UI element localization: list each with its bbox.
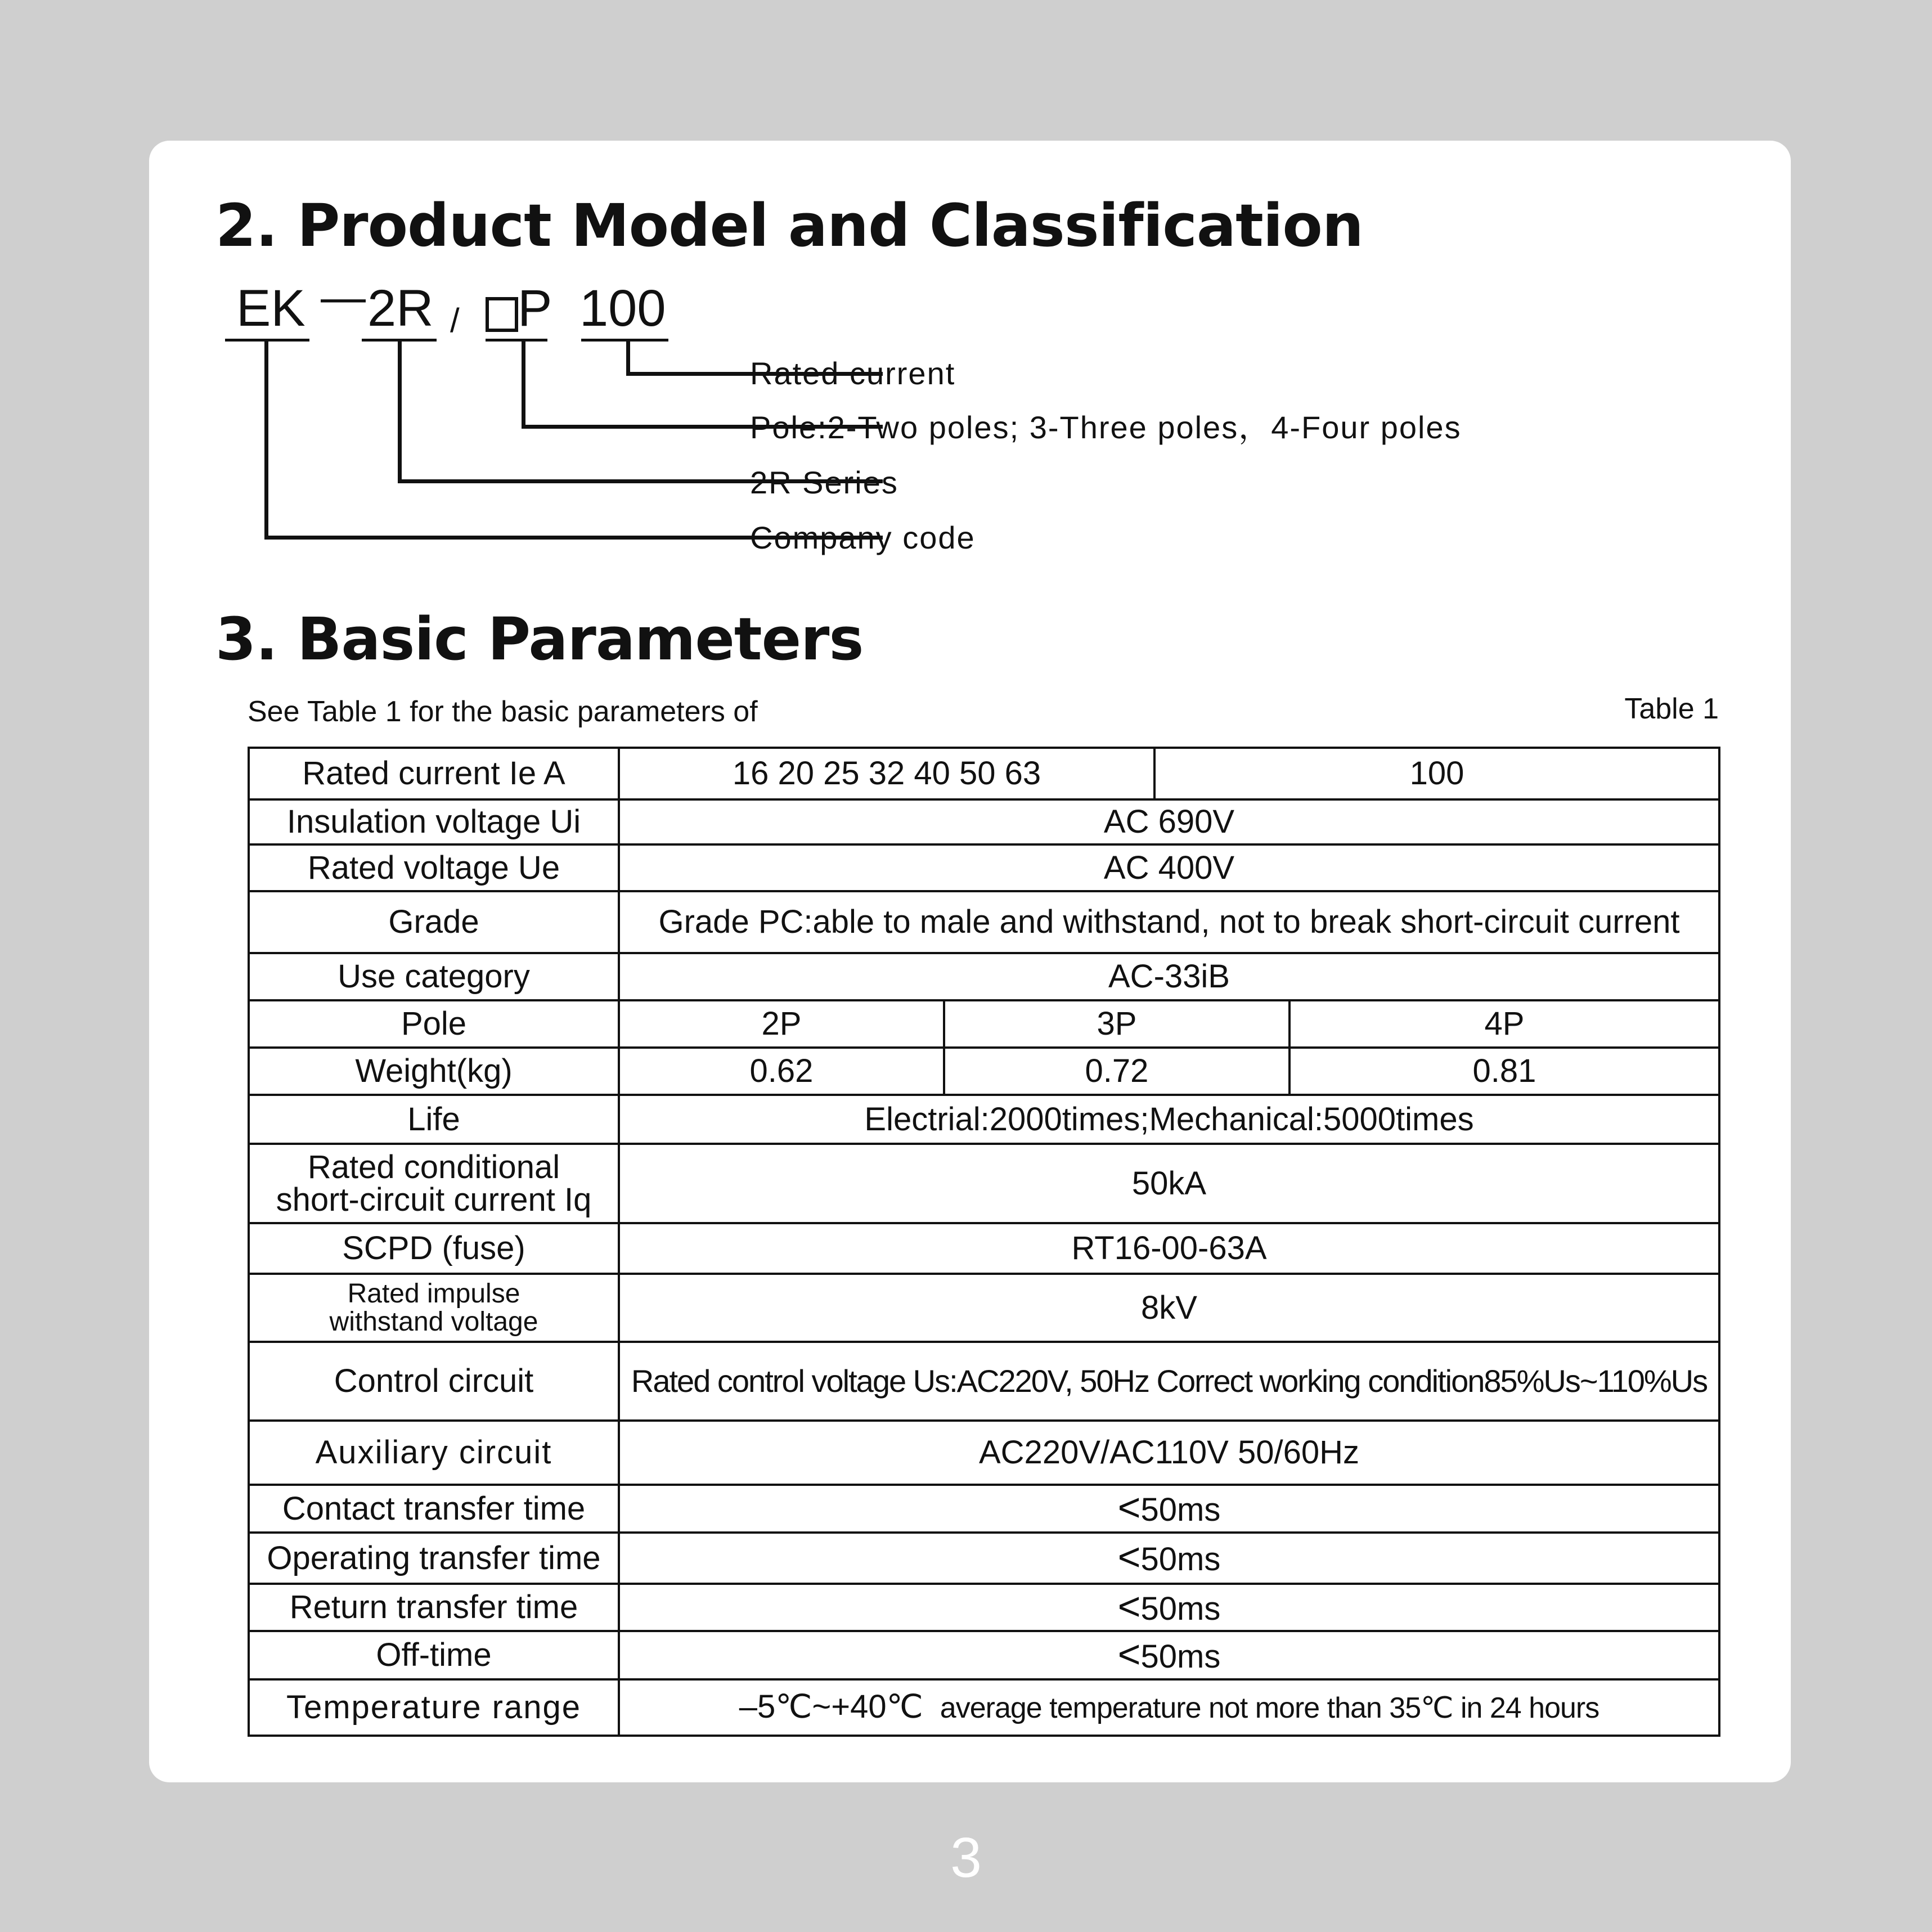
cell-label: Control circuit: [249, 1342, 619, 1421]
table-row-rated-voltage: [249, 844, 1719, 891]
table-row-contact-transfer: [249, 1485, 1719, 1533]
cell-value: Rated control voltage Us:AC220V, 50Hz Correct working condition85%Us~110%Us: [619, 1342, 1719, 1421]
cell-label: Rated current Ie A: [249, 748, 619, 799]
code-pole-suffix: P: [518, 280, 552, 337]
cell-value: [619, 1533, 1719, 1584]
label-series: 2R Series: [750, 465, 898, 500]
cell-label: Return transfer time: [249, 1584, 619, 1631]
cell-value: Grade PC:able to male and withstand, not to break short-circuit current: [619, 891, 1719, 953]
cell-label: [249, 1274, 619, 1342]
cell-value: 0.72: [944, 1048, 1290, 1095]
table-label: Table 1: [1624, 693, 1719, 725]
table-row-rated-current: [249, 748, 1719, 799]
cell-label: Operating transfer time: [249, 1533, 619, 1584]
connector-series-v: [398, 340, 402, 483]
code-series: 2R: [367, 280, 434, 337]
label-pole: Pole:2-Two poles; 3-Three poles，4-Four poles: [750, 410, 1462, 445]
cell-value: AC-33iB: [619, 953, 1719, 1000]
cell-value-text: 50ms: [1140, 1638, 1221, 1675]
cell-value: [619, 1584, 1719, 1631]
cell-value: AC 400V: [619, 844, 1719, 891]
less-than-symbol: <: [1117, 1485, 1141, 1529]
code-company: EK: [236, 280, 305, 337]
table-row-return-transfer: [249, 1584, 1719, 1631]
underline-current: [581, 339, 668, 342]
connector-current-v: [626, 340, 630, 374]
label-rated-current: Rated current: [750, 356, 956, 391]
table-row-off-time: [249, 1631, 1719, 1679]
cell-value-text: 50ms: [1140, 1541, 1221, 1578]
table-row-pole: [249, 1000, 1719, 1048]
cell-label-line: Rated conditional: [307, 1148, 560, 1185]
table-row-operating-transfer: [249, 1533, 1719, 1584]
table-row-grade: [249, 891, 1719, 953]
cell-label: SCPD (fuse): [249, 1223, 619, 1274]
cell-label: Life: [249, 1095, 619, 1144]
table-row-insulation-voltage: [249, 799, 1719, 844]
cell-value: 16 20 25 32 40 50 63: [619, 748, 1154, 799]
table-row-use-category: [249, 953, 1719, 1000]
temperature-note: average temperature not more than 35℃ in 24 hours: [940, 1692, 1599, 1724]
cell-value: 3P: [944, 1000, 1290, 1048]
pole-placeholder-box: [486, 297, 518, 332]
code-dash: —: [321, 272, 366, 322]
section-heading-params: 3. Basic Parameters: [215, 605, 864, 673]
cell-value: 100: [1154, 748, 1719, 799]
page-number: 3: [950, 1826, 982, 1889]
label-company-code: Company code: [750, 520, 976, 555]
less-than-symbol: <: [1117, 1632, 1141, 1676]
model-code-diagram: [149, 141, 1791, 591]
cell-value: 4P: [1290, 1000, 1719, 1048]
table-row-temperature: [249, 1679, 1719, 1736]
cell-label-line: short-circuit current Iq: [276, 1181, 592, 1218]
cell-value-text: 50ms: [1140, 1590, 1221, 1627]
cell-label: Grade: [249, 891, 619, 953]
table-row-impulse: [249, 1274, 1719, 1342]
section-heading-model: 2. Product Model and Classification: [215, 191, 1363, 260]
less-than-symbol: <: [1117, 1584, 1141, 1628]
table-row-rated-conditional: [249, 1144, 1719, 1223]
table-row-control: [249, 1342, 1719, 1421]
underline-pole: [486, 339, 547, 342]
cell-label: Auxiliary circuit: [249, 1421, 619, 1485]
parameters-table: [248, 747, 1720, 1737]
less-than-symbol: <: [1117, 1535, 1141, 1579]
cell-label: Insulation voltage Ui: [249, 799, 619, 844]
cell-value: [619, 1631, 1719, 1679]
cell-value: [619, 1485, 1719, 1533]
cell-value: AC 690V: [619, 799, 1719, 844]
table-row-weight: [249, 1048, 1719, 1095]
cell-label-line: Rated impulse: [347, 1278, 520, 1309]
cell-value: 2P: [619, 1000, 944, 1048]
params-intro: See Table 1 for the basic parameters of: [248, 695, 758, 728]
cell-value: Electrial:2000times;Mechanical:5000times: [619, 1095, 1719, 1144]
cell-label: Contact transfer time: [249, 1485, 619, 1533]
connector-company-v: [264, 340, 268, 539]
cell-label: [249, 1144, 619, 1223]
cell-label: Off-time: [249, 1631, 619, 1679]
code-slash: /: [450, 302, 460, 339]
page-card: [149, 141, 1791, 1782]
code-current: 100: [579, 280, 666, 337]
table-row-auxiliary: [249, 1421, 1719, 1485]
cell-value: [619, 1679, 1719, 1736]
cell-label: Use category: [249, 953, 619, 1000]
cell-value: 8kV: [619, 1274, 1719, 1342]
cell-value: 50kA: [619, 1144, 1719, 1223]
table-row-life: [249, 1095, 1719, 1144]
cell-label: Temperature range: [249, 1679, 619, 1736]
connector-pole-v: [522, 340, 525, 428]
cell-value: 0.62: [619, 1048, 944, 1095]
cell-value-text: 50ms: [1140, 1491, 1221, 1528]
cell-value: RT16-00-63A: [619, 1223, 1719, 1274]
cell-label: Rated voltage Ue: [249, 844, 619, 891]
cell-label: Weight(kg): [249, 1048, 619, 1095]
temperature-range-value: –5℃~+40℃: [739, 1688, 923, 1725]
table-row-scpd: [249, 1223, 1719, 1274]
cell-label-line: withstand voltage: [329, 1306, 538, 1337]
cell-value: 0.81: [1290, 1048, 1719, 1095]
cell-value: AC220V/AC110V 50/60Hz: [619, 1421, 1719, 1485]
cell-label: Pole: [249, 1000, 619, 1048]
